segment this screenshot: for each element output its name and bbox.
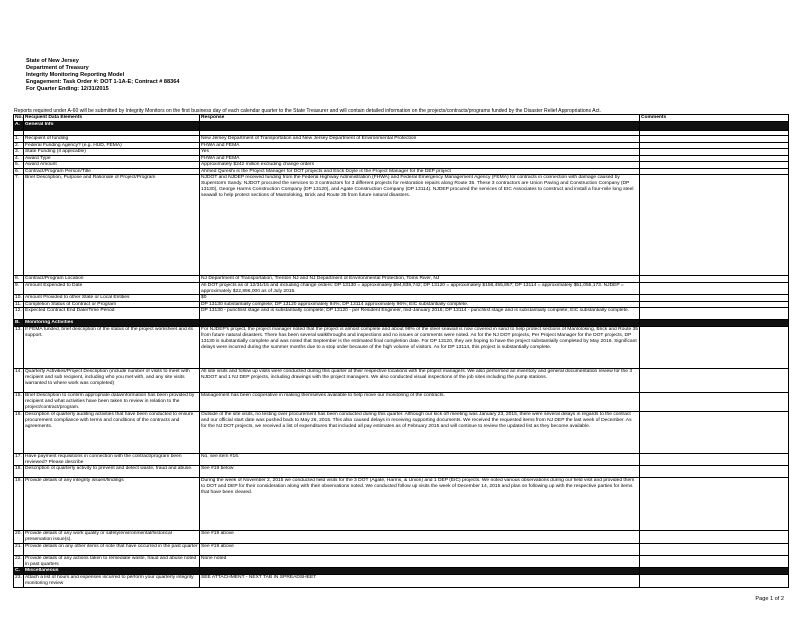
row-number-cell: 15. xyxy=(14,393,24,412)
data-element-cell: Provide details of any work quality or safety/environmental/historical preservation issue(s). xyxy=(24,531,200,544)
row-number-cell: 17. xyxy=(14,453,24,466)
section-row xyxy=(14,122,789,131)
table-row xyxy=(14,175,789,276)
row-number-cell: 18. xyxy=(14,466,24,478)
row-number-cell: 19. xyxy=(14,478,24,531)
data-element-cell: Contract/Program Person/Title xyxy=(24,168,200,175)
header-line: Engagement: Task Order #: DOT 1-1A-E; Contract # 88364 xyxy=(26,78,180,85)
data-element-cell: General Info xyxy=(24,122,200,131)
data-element-cell: Provide details on any other items of note that have occurred in the past quarter xyxy=(24,543,200,555)
table-row xyxy=(14,555,789,568)
response-cell xyxy=(200,320,640,327)
row-number-cell: 7. xyxy=(14,175,24,276)
table-row xyxy=(14,411,789,453)
row-number-cell: 23. xyxy=(14,575,24,588)
response-cell: During the week of November 2, 2015 we conducted field visits for the 3 DOT (Agate, Harms, & Union) and 1 DEP (EIC) projects. We noted various observations during our field visit and provided them to DOT and DEP for their consideration along with their observations noted. We conducted follow up visits the week of December 14, 2015 and plan on following up with the respective parties for items that have been cleared. xyxy=(200,478,640,531)
table-row xyxy=(14,543,789,555)
table-row xyxy=(14,393,789,412)
column-header-no: No. xyxy=(15,115,23,120)
section-row xyxy=(14,568,789,575)
row-number-cell: C. xyxy=(14,568,24,575)
response-cell: New Jersey Department of Transportation and New Jersey Department of Environmental Protection xyxy=(200,136,640,143)
row-number-cell: 4. xyxy=(14,155,24,162)
data-element-cell: Brief Description to confirm appropriate data/information has been provided by recipient and what activities have been taken to review in relation to the project/contract/program. xyxy=(24,393,200,412)
table-row xyxy=(14,575,789,588)
header-line: Integrity Monitoring Reporting Model xyxy=(26,71,125,78)
data-element-cell: Completion Status of Contract or Program xyxy=(24,301,200,308)
response-cell: DP 13130 substantially complete; DP 13120 approximately 94%; DP 13114 approximately 96%; EIC substantially complete. xyxy=(200,301,640,308)
response-cell: Approximately $242 million excluding change orders xyxy=(200,162,640,169)
header-line: Department of Treasury xyxy=(26,64,89,71)
row-number-cell: 10. xyxy=(15,295,22,300)
table-row xyxy=(14,327,789,369)
table-row xyxy=(14,478,789,531)
response-cell: All DOT projects as of 12/31/15 and including change orders: DP 13130 = approximately $94,838,742; DP 13120 = approximately $158,455,857; DP 13114 = approximately $51,055,173. NJDEP = approximately $22,896,000 as of July 2015. xyxy=(200,282,640,295)
response-cell: SEE ATTACHMENT - NEXT TAB IN SPREADSHEET xyxy=(200,575,640,588)
response-cell: DP 13130 - punchlist stage and is substantially complete; DP 13120 - per Resident Engineer, mid-January 2016; DP 13114 - punchlist stage and is substantially complete; EIC substantially complete. xyxy=(200,308,640,320)
response-cell: See #19 below xyxy=(200,466,640,478)
comments-cell xyxy=(640,466,789,478)
comments-cell xyxy=(640,555,789,568)
response-cell: FHWA and FEMA xyxy=(200,142,640,149)
row-number-cell: 5. xyxy=(14,162,24,169)
data-element-cell: State Funding (if applicable) xyxy=(24,149,200,156)
column-header-response: Response xyxy=(200,115,640,122)
section-row xyxy=(14,320,789,327)
comments-cell xyxy=(640,531,789,544)
response-cell: For NJDEP's project, the project manager noted that the project is almost complete and about 98% of the steel seawall is now covered in sand to help protect sections of Mantoloking, Brick and Route 35 from future natural disasters. There has been several walkthroughs and inspections and no issues or comments were noted. As for the NJ DOT projects, Per Project Manager for the DOT projects, DP 13130 is substantially complete and was noted that September is the estimated final completion date. For DP 13120, they are hoping to have the project substantially completed by May 2016. Significant delays were incurred during the summer months due to a stop order because of the high volume of visitors. As for DP 13114, this project is substantially complete. xyxy=(200,327,640,369)
comments-cell xyxy=(640,122,789,131)
response-cell: No, see item #16. xyxy=(200,453,640,466)
row-number-cell: 1. xyxy=(14,136,24,143)
data-element-cell: Recipient of funding xyxy=(24,136,200,143)
table-row xyxy=(14,531,789,544)
data-element-cell: Amount Provided to other State or Local Entities xyxy=(24,295,200,302)
response-cell: Yes xyxy=(200,149,640,156)
column-header-comments: Comments xyxy=(640,115,789,122)
header-line: State of New Jersey xyxy=(26,58,79,64)
row-number-cell: 8. xyxy=(14,276,24,283)
table-row xyxy=(14,282,789,295)
row-number-cell: 9. xyxy=(14,282,24,295)
row-number-cell: 14. xyxy=(14,369,24,393)
comments-cell xyxy=(640,320,789,327)
response-cell: NJ Department of Transportation, Trenton NJ and NJ Department of Environmental Protection, Toms River, NJ xyxy=(200,276,640,283)
row-number-cell: A. xyxy=(14,122,24,131)
comments-cell xyxy=(640,543,789,555)
table-row xyxy=(14,453,789,466)
response-cell: All site visits and follow up visits were conducted during this quarter at their respective locations with the project managers. We also performed an inventory and general documentation review for the 3 NJDOT and 1 NJ DEP projects, including drawings with the project managers. We also conducted visual inspections of the job sites including the pump stations. xyxy=(200,369,640,393)
response-cell: $0 xyxy=(200,295,640,302)
data-element-cell: Brief Description, Purpose and Rationale of Project/Program xyxy=(24,175,200,276)
column-header-element: Recipient Data Elements xyxy=(24,115,200,122)
row-number-cell: 20. xyxy=(14,531,24,544)
data-element-cell: Award Amount xyxy=(24,162,200,169)
data-element-cell: If FEMA funded, brief description of the status of the project worksheet and its support. xyxy=(24,327,200,369)
response-cell: See #19 above xyxy=(200,531,640,544)
row-number-cell: 22. xyxy=(14,555,24,568)
row-number-cell: 12. xyxy=(14,308,24,320)
data-element-cell: Monitoring Activities xyxy=(24,320,200,327)
data-element-cell: Description of quarterly auditing activities that have been conducted to ensure procurement compliance with terms and conditions of the contracts and agreements. xyxy=(24,411,200,453)
data-element-cell: Description of quarterly activity to prevent and detect waste, fraud and abuse. xyxy=(24,466,200,478)
data-element-cell: Award Type xyxy=(24,155,200,162)
comments-cell xyxy=(640,308,789,320)
comments-cell xyxy=(640,369,789,393)
response-cell: See #19 above xyxy=(200,543,640,555)
data-element-cell: Federal Funding Agency? (e.g. HUD, FEMA) xyxy=(24,142,200,149)
comments-cell xyxy=(640,568,789,575)
report-header xyxy=(26,58,179,93)
table-row xyxy=(14,308,789,320)
row-number-cell: 11. xyxy=(14,301,24,308)
comments-cell xyxy=(640,411,789,453)
comments-cell xyxy=(640,478,789,531)
data-element-cell: Expected Contract End Date/Time Period xyxy=(24,308,200,320)
response-cell: FHWA and FEMA xyxy=(200,155,640,162)
comments-cell xyxy=(640,175,789,276)
row-number-cell: 2. xyxy=(14,142,24,149)
comments-cell xyxy=(640,453,789,466)
data-element-cell: Contract/Program Location xyxy=(24,276,200,283)
data-element-cell: Provide details of any integrity issues/findings xyxy=(24,478,200,531)
data-element-cell: Attach a list of hours and expenses incurred to perform your quarterly integrity monitoring review xyxy=(24,575,200,588)
comments-cell xyxy=(640,282,789,295)
row-number-cell: B. xyxy=(14,320,24,327)
data-element-cell: Have payment requisitions in connection with the contract/program been reviewed? Please describe xyxy=(24,453,200,466)
response-cell xyxy=(200,568,640,575)
intro-text: Reports required under A-60 will be submitted by Integrity Monitors on the first business day of each calendar quarter to the State Treasurer and will contain detailed information on the projects/contracts/programs funded by the Disaster Relief Appropriations Act. xyxy=(14,108,601,114)
response-cell: Ahmed Qureshi is the Project Manager for DOT projects and Erick Doyle is the Project Manager for the DEP project xyxy=(200,168,640,175)
data-element-cell: Amount Expended to Date xyxy=(24,282,200,295)
table-row xyxy=(14,369,789,393)
response-cell xyxy=(200,122,640,131)
data-element-cell: Quarterly Activities/Project Description (include number of visits to meet with recipient and sub recipient, including who you met with, and any site visits warranted to where work was completed) xyxy=(24,369,200,393)
row-number-cell: 16. xyxy=(14,411,24,453)
response-cell: None noted xyxy=(200,555,640,568)
table-header-row xyxy=(14,115,789,122)
response-cell: Outside of the site visits, no testing over procurement has been conducted during this quarter. Although our kick off meeting was January 23, 2015, there were several delays in regards to the contract and our official start date was pushed back to May 26, 2015. This also caused delays in receiving supporting documents. We received the requested items from NJ DEP the last week of December. As for the NJ DOT projects, we received a list of expenditures that included all pay estimates as of February 2015 and will continue to review the updated list as they become available. xyxy=(200,411,640,453)
comments-cell xyxy=(640,575,789,588)
report-table xyxy=(13,114,789,588)
row-number-cell: 3. xyxy=(14,149,24,156)
header-line: For Quarter Ending: 12/31/2015 xyxy=(26,85,109,92)
data-element-cell: Miscellaneous xyxy=(24,568,200,575)
response-cell: NJDOT and NJDEP received funding from the Federal Highway Administration (FHWA) and Federal Emergency Management Agency (FEMA) for contracts in connection with damage caused by Superstorm Sandy. NJDOT procured the services to 3 contractors for 3 different projects for restoration repairs along Route 35. These 3 contractors are Union Paving and Construction Company (DP 13130), George Harms Construction Company (DP 13120), and Agate Construction Company (DP 13114). NJDEP procured the services of EIC Associates to construct and install a four-mile long steel seawall to help protect sections of Mantoloking, Brick and Route 35 from future natural disasters. xyxy=(200,175,640,276)
row-number-cell: 13. xyxy=(14,327,24,369)
comments-cell xyxy=(640,327,789,369)
row-number-cell: 6. xyxy=(14,168,24,175)
page-number: Page 1 of 2 xyxy=(755,596,784,602)
response-cell: Management has been cooperative in making themselves available to help move our monitoring of the contracts. xyxy=(200,393,640,412)
table-row xyxy=(14,466,789,478)
data-element-cell: Provide details of any actions taken to remediate waste, fraud and abuse noted in past quarters xyxy=(24,555,200,568)
comments-cell xyxy=(640,393,789,412)
row-number-cell: 21. xyxy=(14,543,24,555)
